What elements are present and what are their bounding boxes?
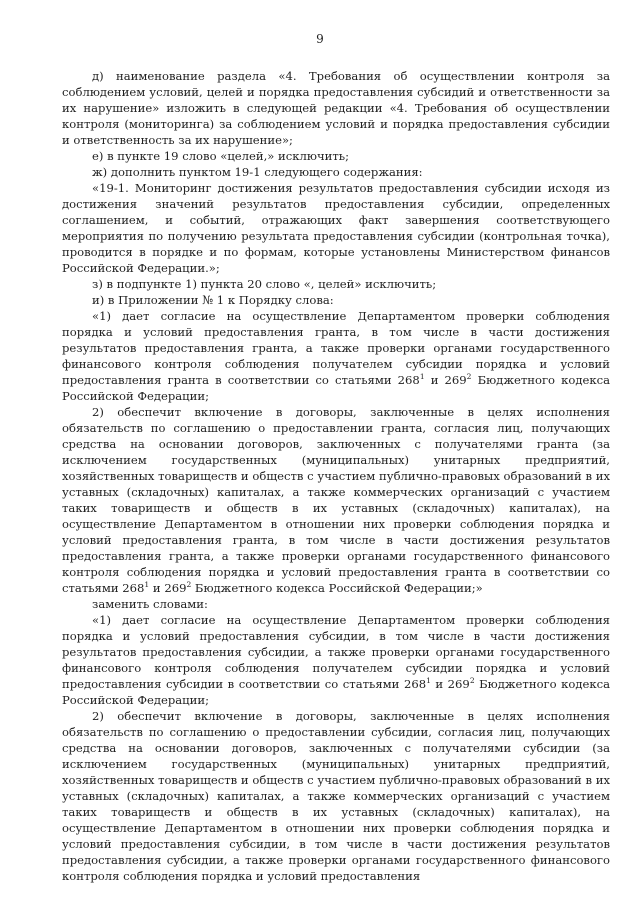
superscript: 1: [419, 372, 425, 382]
old-item-1-text: «1) дает согласие на осуществление Департаментом проверки соблюдения порядка и условий предоставления гранта, в том числе в части достижения результатов предоставления гранта, а также проверки органами государственного финансового контроля соблюдения получателем субсидии порядка и условий предоставления гранта в соответствии со статьями 268: [62, 309, 610, 387]
paragraph-new-item-1: [62, 612, 610, 708]
new-item-1-text-end: Бюджетного кодекса Российской Федерации;: [62, 677, 611, 707]
old-item-2-text: 2) обеспечит включение в договоры, заключенные в целях исполнения обязательств по соглашению о предоставлении гранта, согласия лиц, получающих средства на основании договоров, заключенных с получателями гранта (за исключением государственных (муниципальных) унитарных предприятий, хозяйственных товариществ и обществ с участием публично-правовых образований в их уставных (складочных) капиталах, а также коммерческих организаций с участием таких товариществ и обществ в их уставных (складочных) капиталах), на осуществление Департаментом в отношении них проверки соблюдения порядка и условий предоставления гранта, в том числе в части достижения результатов предоставления гранта, а также проверки органами государственного финансового контроля соблюдения порядка и условий предоставления гранта в соответствии со статьями 268: [62, 405, 610, 595]
paragraph-zh: ж) дополнить пунктом 19-1 следующего содержания:: [92, 165, 423, 179]
paragraph-z: з) в подпункте 1) пункта 20 слово «, целей» исключить;: [92, 277, 437, 291]
paragraph-old-item-2: [62, 404, 610, 596]
page-number: 9: [316, 32, 324, 46]
old-item-1-text-end: Бюджетного кодекса Российской Федерации;: [62, 373, 610, 403]
old-item-2-text-end: Бюджетного кодекса Российской Федерации;»: [191, 581, 483, 595]
superscript: 2: [466, 372, 472, 382]
document-body: [62, 68, 610, 884]
superscript: 1: [426, 676, 431, 686]
superscript: 2: [469, 676, 475, 686]
paragraph-e: е) в пункте 19 слово «целей,» исключить;: [92, 149, 350, 163]
paragraph-i: и) в Приложении № 1 к Порядку слова:: [92, 293, 334, 307]
old-item-2-text-mid: и 269: [149, 581, 187, 595]
paragraph-d: д) наименование раздела «4. Требования об осуществлении контроля за соблюдением условий, целей и порядка предоставления субсидий и ответственности за их нарушение» изложить в следующей редакции «4. Требования об осуществлении контроля (мониторинга) за соблюдением условий и порядка предоставления субсидии и ответственность за их нарушение»;: [62, 69, 610, 147]
paragraph-19-1: «19-1. Мониторинг достижения результатов предоставления субсидии исходя из достижения значений результатов предоставления субсидии, определенных соглашением, и событий, отражающих факт завершения соответствующего мероприятия по получению результата предоставления субсидии (контрольная точка), проводится в порядке и по формам, которые установлены Министерством финансов Российской Федерации.»;: [62, 181, 610, 275]
paragraph-old-item-1: [62, 308, 610, 404]
new-item-1-text: «1) дает согласие на осуществление Департаментом проверки соблюдения порядка и условий предоставления субсидии, в том числе в части достижения результатов предоставления субсидии, а также проверки органами государственного финансового контроля соблюдения получателем субсидии порядка и условий предоставления субсидии в соответствии со статьями 268: [62, 613, 610, 691]
new-item-1-text-mid: и 269: [430, 677, 470, 691]
paragraph-replace-with: заменить словами:: [92, 597, 208, 611]
superscript: 1: [144, 580, 150, 590]
superscript: 2: [186, 580, 192, 590]
paragraph-new-item-2: 2) обеспечит включение в договоры, заключенные в целях исполнения обязательств по соглашению о предоставлении субсидии, согласия лиц, получающих средства на основании договоров, заключенных с получателями субсидии (за исключением государственных (муниципальных) унитарных предприятий, хозяйственных товариществ и обществ с участием публично-правовых образований в их уставных (складочных) капиталах, а также коммерческих организаций с участием таких товариществ и обществ в их уставных (складочных) капиталах), на осуществление Департаментом в отношении них проверки соблюдения порядка и условий предоставления субсидии, в том числе в части достижения результатов предоставления субсидии, а также проверки органами государственного финансового контроля соблюдения порядка и условий предоставления: [62, 709, 610, 883]
old-item-1-text-mid: и 269: [424, 373, 467, 387]
